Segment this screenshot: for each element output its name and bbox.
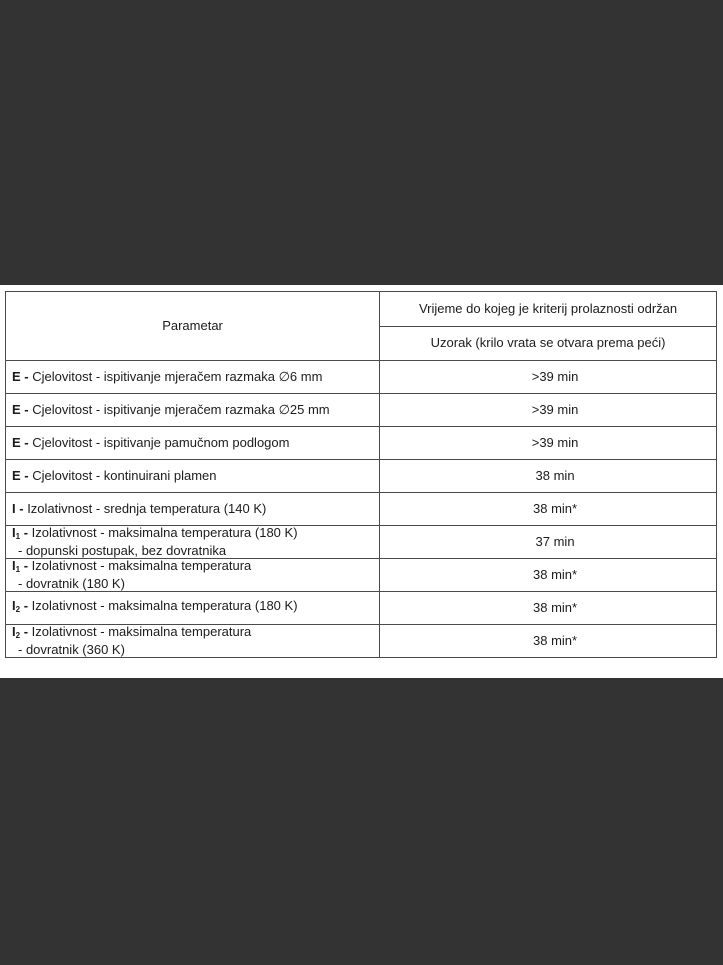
parameter-cell bbox=[6, 526, 380, 559]
criterion-separator: - bbox=[15, 501, 28, 516]
table-row bbox=[6, 361, 717, 394]
table-row bbox=[6, 592, 717, 625]
parameter-cell bbox=[6, 493, 380, 526]
criterion-separator: - bbox=[20, 435, 33, 450]
header-sample: Uzorak (krilo vrata se otvara prema peći) bbox=[380, 326, 717, 361]
parameter-cell bbox=[6, 625, 380, 658]
parameter-text: Izolativnost - maksimalna temperatura bbox=[31, 558, 252, 573]
criterion-separator: - bbox=[20, 525, 32, 540]
parameter-text-line2: - dovratnik (360 K) bbox=[18, 642, 125, 657]
value-cell: 38 min* bbox=[380, 559, 717, 592]
table-row bbox=[6, 559, 717, 592]
criterion-code: I bbox=[12, 624, 16, 639]
criterion-code: E bbox=[12, 402, 21, 417]
criterion-code: I bbox=[12, 501, 16, 516]
parameter-text: Izolativnost - maksimalna temperatura (180 K) bbox=[31, 598, 298, 613]
header-parameter: Parametar bbox=[6, 292, 380, 361]
parameter-cell bbox=[6, 592, 380, 625]
value-cell: >39 min bbox=[380, 427, 717, 460]
parameter-text: Cjelovitost - kontinuirani plamen bbox=[32, 468, 217, 483]
table-row bbox=[6, 625, 717, 658]
table-row bbox=[6, 394, 717, 427]
table-row bbox=[6, 493, 717, 526]
parameter-cell bbox=[6, 559, 380, 592]
criterion-separator: - bbox=[20, 598, 32, 613]
criterion-subscript: 1 bbox=[15, 532, 21, 541]
criterion-separator: - bbox=[20, 402, 33, 417]
table-row bbox=[6, 460, 717, 493]
criterion-separator: - bbox=[20, 468, 33, 483]
criterion-code: E bbox=[12, 468, 21, 483]
parameter-cell bbox=[6, 361, 380, 394]
criterion-separator: - bbox=[20, 624, 32, 639]
parameter-text: Izolativnost - srednja temperatura (140 K) bbox=[27, 501, 267, 516]
criterion-code: I bbox=[12, 558, 16, 573]
criterion-separator: - bbox=[20, 558, 32, 573]
table-row bbox=[6, 526, 717, 559]
criterion-code: E bbox=[12, 369, 21, 384]
parameter-text: Izolativnost - maksimalna temperatura (180 K) bbox=[31, 525, 298, 540]
criterion-code: I bbox=[12, 525, 16, 540]
criterion-subscript: 2 bbox=[15, 631, 21, 640]
parameter-cell bbox=[6, 427, 380, 460]
value-cell: 38 min* bbox=[380, 493, 717, 526]
value-cell: 38 min* bbox=[380, 625, 717, 658]
criterion-subscript: 1 bbox=[15, 565, 21, 574]
criterion-subscript: 2 bbox=[15, 605, 21, 614]
value-cell: 38 min bbox=[380, 460, 717, 493]
header-row bbox=[6, 292, 717, 327]
header-time-group: Vrijeme do kojeg je kriterij prolaznosti održan bbox=[380, 292, 717, 327]
parameter-cell bbox=[6, 394, 380, 427]
value-cell: >39 min bbox=[380, 394, 717, 427]
criterion-code: I bbox=[12, 598, 16, 613]
parameter-text: Cjelovitost - ispitivanje pamučnom podlogom bbox=[32, 435, 290, 450]
criterion-separator: - bbox=[20, 369, 33, 384]
table-row bbox=[6, 427, 717, 460]
parameter-cell bbox=[6, 460, 380, 493]
criterion-code: E bbox=[12, 435, 21, 450]
document-page bbox=[0, 285, 723, 678]
parameter-text-line2: - dovratnik (180 K) bbox=[18, 576, 125, 591]
value-cell: >39 min bbox=[380, 361, 717, 394]
parameter-text: Cjelovitost - ispitivanje mjeračem razmaka ∅6 mm bbox=[32, 369, 323, 384]
parameter-text: Cjelovitost - ispitivanje mjeračem razmaka ∅25 mm bbox=[32, 402, 330, 417]
parameter-text: Izolativnost - maksimalna temperatura bbox=[31, 624, 252, 639]
parameter-text-line2: - dopunski postupak, bez dovratnika bbox=[18, 543, 227, 558]
criteria-table bbox=[5, 291, 717, 658]
value-cell: 37 min bbox=[380, 526, 717, 559]
value-cell: 38 min* bbox=[380, 592, 717, 625]
